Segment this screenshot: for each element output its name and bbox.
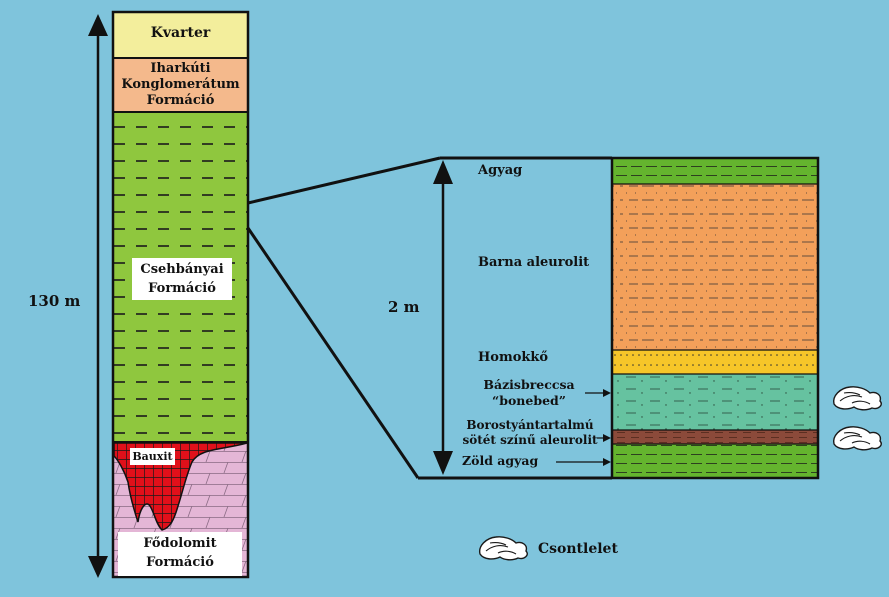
iharkuti-line-1: Iharkúti [150, 61, 211, 76]
iharkuti-line-3: Formáció [146, 93, 215, 108]
detail-height-label: 2 m [388, 298, 420, 316]
iharkuti-label [113, 61, 248, 109]
barna-aleurolit-label: Barna aleurolit [478, 255, 590, 270]
bone-fragment-icon [834, 387, 882, 410]
iharkuti-line-2: Konglomerátum [121, 77, 240, 92]
borostyan-layer [612, 430, 818, 444]
homokko-layer [612, 350, 818, 374]
bazisbreccsa-line-2: “bonebed” [492, 393, 566, 408]
csehbanyai-label [132, 258, 232, 300]
bazisbreccsa-label [474, 377, 584, 409]
legend-label: Csontlelet [538, 541, 618, 557]
bone-fragment-icon [834, 427, 882, 450]
agyag-layer [612, 158, 818, 184]
csehbanyai-line-2: Formáció [148, 281, 216, 296]
zold-agyag-label: Zöld agyag [462, 453, 539, 468]
fodolomit-line-2: Formáció [146, 555, 214, 570]
csehbanyai-line-1: Csehbányai [140, 262, 224, 277]
zold-agyag-layer [612, 444, 818, 478]
bone-fragment-icon [480, 537, 528, 560]
bazisbreccsa-line-1: Bázisbreccsa [483, 377, 575, 392]
kvarter-label: Kvarter [150, 25, 211, 41]
bazisbreccsa-layer [612, 374, 818, 430]
detail-height-arrow [433, 160, 453, 475]
barna-aleurolit-layer [612, 184, 818, 350]
fodolomit-line-1: Fődolomit [143, 536, 217, 551]
left-height-arrow [88, 14, 108, 578]
agyag-label: Agyag [478, 163, 523, 178]
borostyan-label [460, 418, 600, 448]
detail-stratigraphic-column [612, 158, 818, 478]
left-height-label: 130 m [28, 292, 81, 310]
homokko-label: Homokkő [478, 350, 549, 365]
fodolomit-label [118, 532, 242, 576]
borostyan-line-2: sötét színű aleurolit [462, 433, 598, 447]
bauxit-label: Bauxit [130, 448, 175, 465]
borostyan-line-1: Borostyántartalmú [466, 418, 594, 432]
